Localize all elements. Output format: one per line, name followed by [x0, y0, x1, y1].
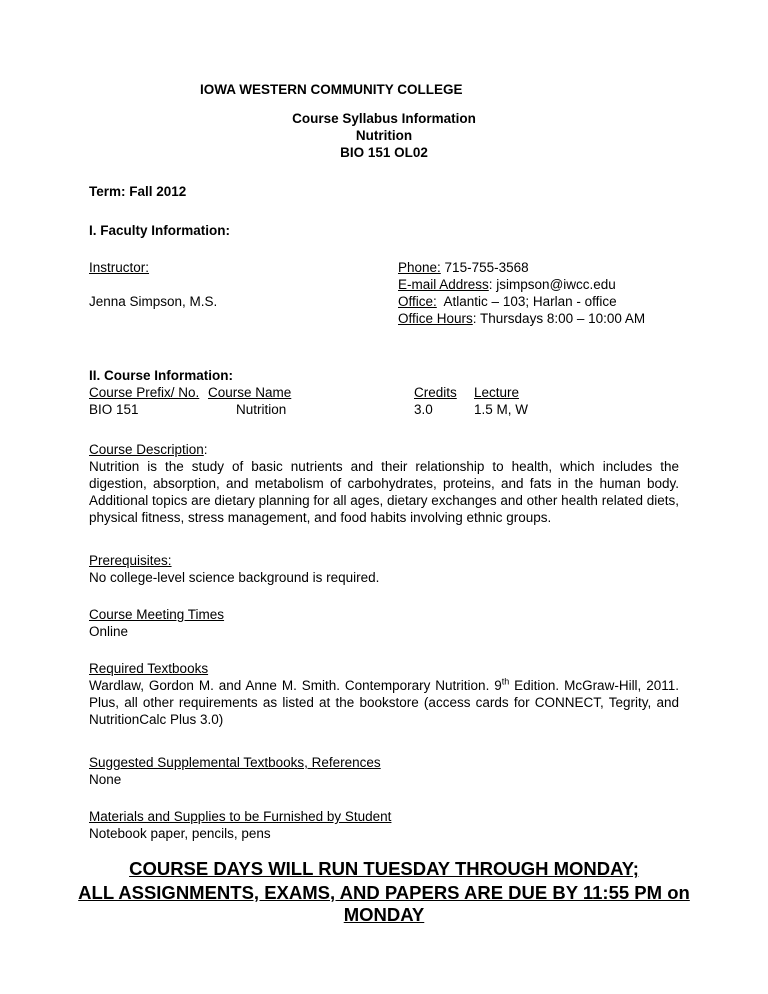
meeting-text: Online: [89, 624, 129, 639]
office-hours: Office Hours: Thursdays 8:00 – 10:00 AM: [398, 311, 646, 326]
materials-label: Materials and Supplies to be Furnished by Student: [89, 809, 392, 824]
materials-text: Notebook paper, pencils, pens: [89, 826, 271, 841]
college-name: IOWA WESTERN COMMUNITY COLLEGE: [200, 82, 463, 97]
faculty-heading: I. Faculty Information:: [89, 223, 231, 238]
course-heading: II. Course Information:: [89, 368, 234, 383]
banner-line-1: COURSE DAYS WILL RUN TUESDAY THROUGH MONDAY;: [129, 858, 639, 879]
textbooks-label: Required Textbooks: [89, 661, 209, 676]
supplemental-text: None: [89, 772, 122, 787]
syllabus-title: Course Syllabus Information: [292, 111, 476, 126]
instructor-label: Instructor:: [89, 260, 150, 275]
description-label: Course Description:: [89, 442, 208, 457]
banner-line-2: ALL ASSIGNMENTS, EXAMS, AND PAPERS ARE DUE BY 11:55 PM on MONDAY: [78, 882, 690, 925]
meeting-label: Course Meeting Times: [89, 607, 225, 622]
prerequisites-text: No college-level science background is required.: [89, 570, 380, 585]
lecture-value: 1.5 M, W: [474, 402, 529, 417]
supplemental-label: Suggested Supplemental Textbooks, References: [89, 755, 381, 770]
name-value: Nutrition: [236, 402, 287, 417]
course-title: Nutrition: [355, 128, 413, 143]
email: E-mail Address: jsimpson@iwcc.edu: [398, 277, 616, 292]
textbooks-text: Wardlaw, Gordon M. and Anne M. Smith. Contemporary Nutrition. 9th Edition. McGraw-Hill, 2011. Plus, all other requirements as listed at the bookstore (access cards for CONNECT, Tegrity, and NutritionCalc Plus 3.0): [89, 676, 679, 727]
lecture-header: Lecture: [474, 385, 520, 400]
instructor-name: Jenna Simpson, M.S.: [89, 294, 218, 309]
prefix-value: BIO 151: [89, 402, 139, 417]
phone: Phone: 715-755-3568: [398, 260, 529, 275]
office: Office: Atlantic – 103; Harlan - office: [398, 294, 617, 309]
name-header: Course Name: [208, 385, 292, 400]
prerequisites-label: Prerequisites:: [89, 553, 172, 568]
prefix-header: Course Prefix/ No.: [89, 385, 200, 400]
credits-value: 3.0: [414, 402, 433, 417]
description-text: Nutrition is the study of basic nutrients and their relationship to health, which includes the digestion, absorption, and metabolism of carbohydrates, proteins, and fats in the human body. Additional topics are dietary planning for all ages, dietary exchanges and other health related diets, physical fitness, stress management, and food habits involving ethnic groups.: [89, 459, 679, 525]
course-code: BIO 151 OL02: [340, 145, 428, 160]
credits-header: Credits: [414, 385, 457, 400]
term: Term: Fall 2012: [89, 184, 187, 199]
